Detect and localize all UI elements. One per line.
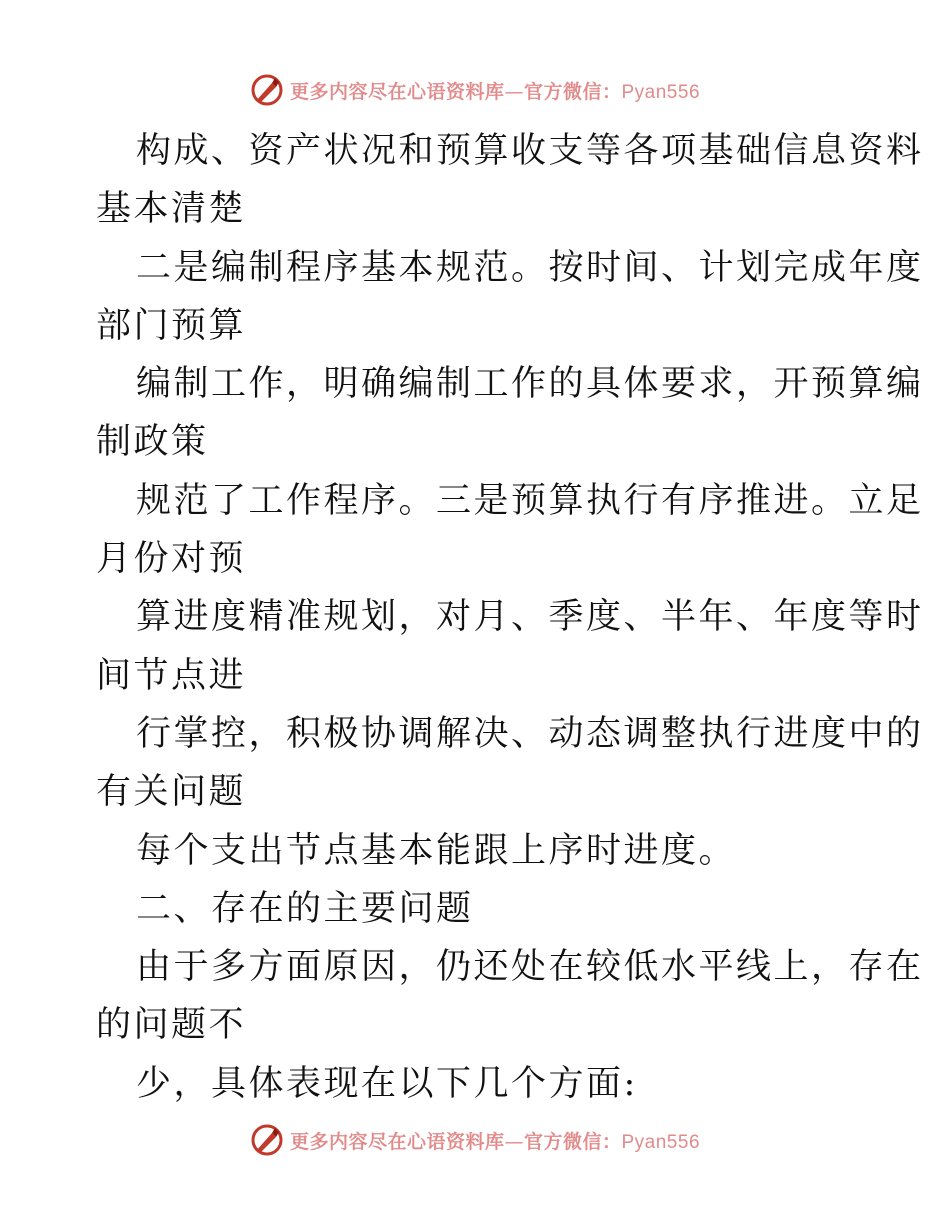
body-line: 间节点进 [96, 655, 247, 696]
body-line: 构成、资产状况和预算收支等各项基础信息资料 [136, 131, 924, 171]
header-watermark [0, 72, 950, 108]
document-body [96, 122, 924, 1113]
body-line: 每个支出节点基本能跟上序时进度。 [136, 830, 737, 871]
body-line: 编制工作，明确编制工作的具体要求，开预算编 [136, 364, 924, 405]
body-line: 制政策 [96, 422, 209, 463]
body-line: 规范了工作程序。三是预算执行有序推进。立足 [136, 480, 924, 521]
body-line: 少，具体表现在以下几个方面: [136, 1063, 638, 1104]
body-line: 的问题不 [96, 1005, 247, 1046]
footer-watermark [0, 1122, 950, 1158]
watermark-text: 更多内容尽在心语资料库—官方微信：Pyan556 [289, 80, 701, 103]
body-line: 基本清楚 [96, 189, 247, 230]
pen-logo-icon [250, 73, 284, 107]
watermark-text: 更多内容尽在心语资料库—官方微信：Pyan556 [289, 1130, 701, 1153]
body-line: 由于多方面原因，仍还处在较低水平线上，存在 [136, 947, 924, 988]
body-line: 月份对预 [96, 539, 247, 580]
body-line: 行掌控，积极协调解决、动态调整执行进度中的 [136, 713, 924, 754]
body-line: 算进度精准规划，对月、季度、半年、年度等时 [136, 597, 924, 638]
body-line: 有关问题 [96, 772, 247, 813]
body-line: 二是编制程序基本规范。按时间、计划完成年度 [136, 247, 924, 288]
pen-logo-icon [250, 1123, 284, 1157]
body-line: 部门预算 [96, 305, 247, 346]
section-heading: 二、存在的主要问题 [136, 888, 474, 929]
